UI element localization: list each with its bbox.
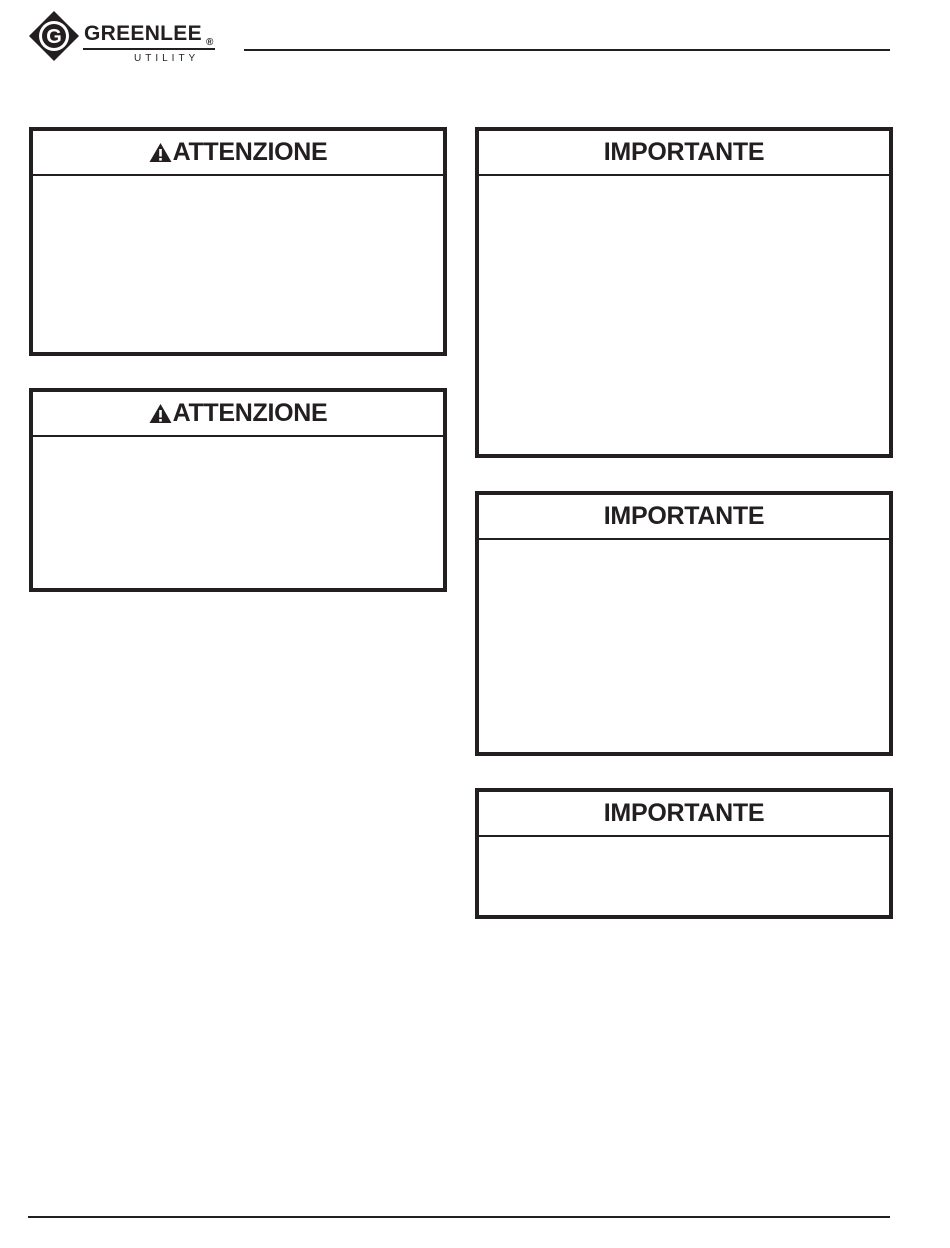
important-box-title: IMPORTANTE [603,137,765,166]
warning-box-header [32,130,444,176]
warning-box-header [32,391,444,437]
warning-box-title: ATTENZIONE [172,398,328,427]
important-box-header [478,791,890,837]
warning-box-title: ATTENZIONE [172,137,328,166]
warning-triangle-icon [149,142,172,163]
greenlee-diamond-logo-icon [28,10,80,62]
warning-box [29,388,447,592]
important-box-header [478,494,890,540]
important-box-title: IMPORTANTE [603,501,765,530]
brand-underline [83,48,215,50]
important-box [475,491,893,756]
logo-mark-letter: G [46,26,62,48]
greenlee-logo [28,10,218,66]
important-box-header [478,130,890,176]
brand-registered-mark: ® [206,37,214,48]
header-divider [244,49,890,51]
brand-subline: UTILITY [134,53,200,64]
footer-divider [28,1216,890,1218]
warning-box [29,127,447,356]
warning-triangle-icon [149,403,172,424]
important-box [475,788,893,919]
brand-name: GREENLEE [84,22,202,45]
important-box-title: IMPORTANTE [603,798,765,827]
important-box [475,127,893,458]
